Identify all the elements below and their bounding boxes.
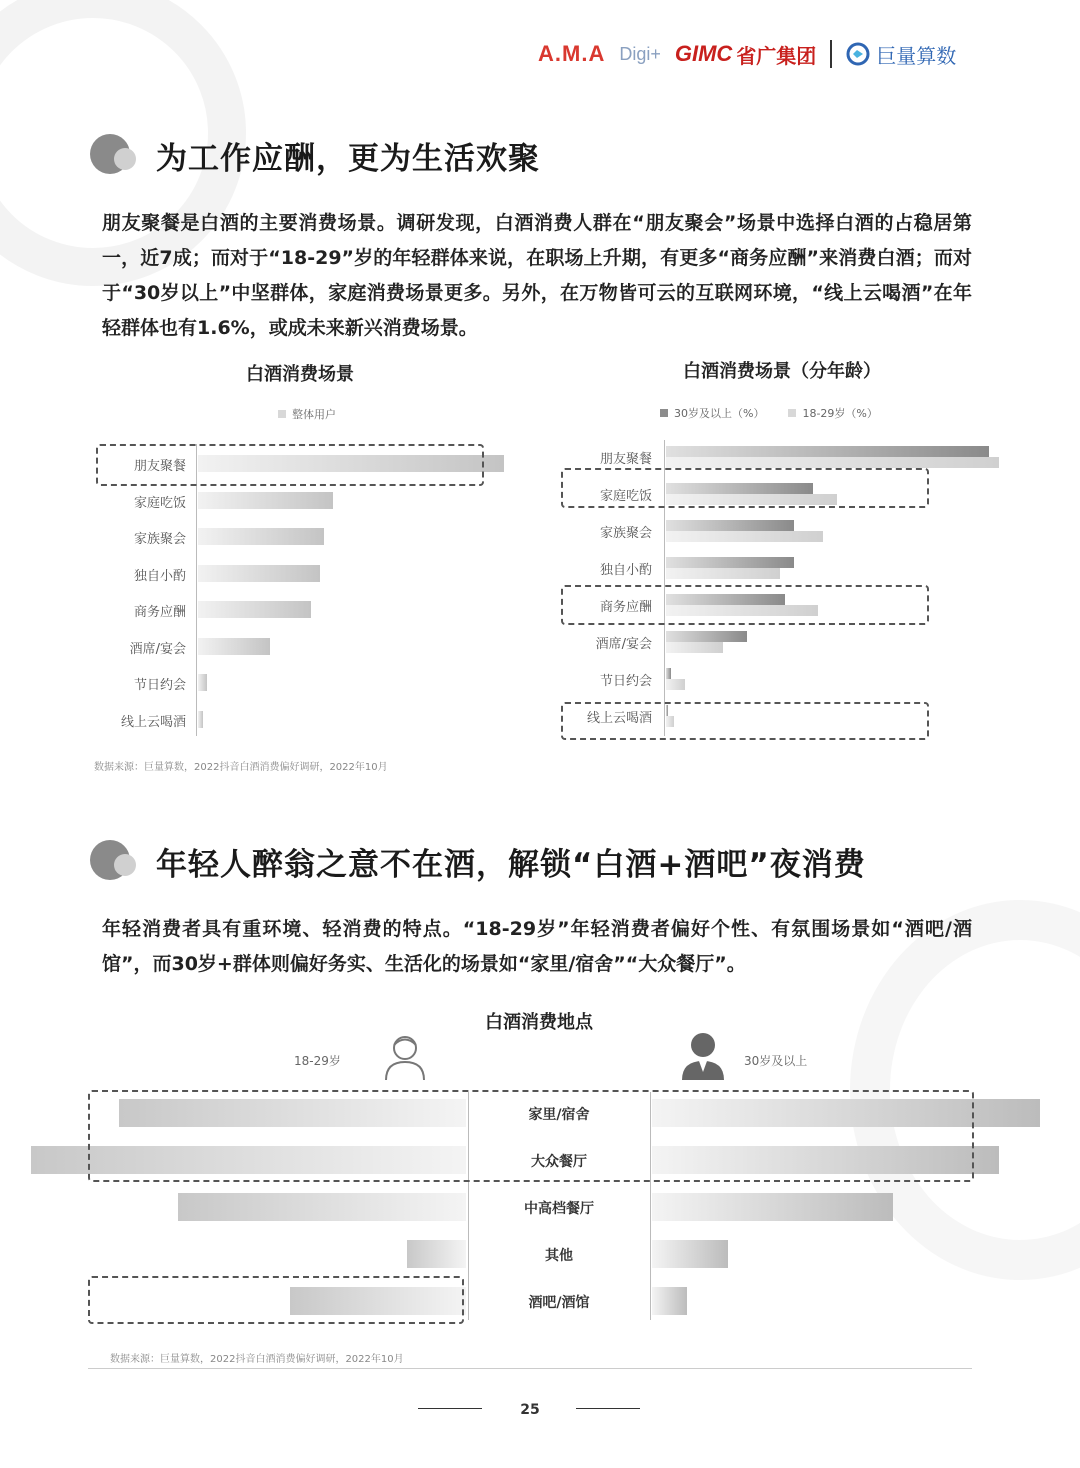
adult-person-icon bbox=[680, 1030, 726, 1086]
bar-series-a bbox=[666, 446, 989, 457]
bar-left bbox=[178, 1193, 466, 1221]
gimc-logo bbox=[675, 40, 816, 69]
category-label: 家庭吃饭 bbox=[599, 489, 652, 504]
category-label: 酒吧/酒馆 bbox=[528, 1295, 590, 1311]
bar bbox=[198, 674, 207, 691]
chart-1-axis bbox=[196, 444, 197, 736]
gimc-logo-cn: 省广集团 bbox=[736, 43, 817, 68]
bar-series-a bbox=[666, 631, 747, 642]
bar bbox=[198, 638, 270, 655]
highlight-box bbox=[561, 468, 929, 508]
category-label: 酒席/宴会 bbox=[595, 637, 652, 652]
chart-3-right-label: 30岁及以上 bbox=[744, 1054, 808, 1068]
section-2-paragraph: 年轻消费者具有重环境、轻消费的特点。“18-29岁”年轻消费者偏好个性、有氛围场景如“酒吧/酒馆”，而30岁+群体则偏好务实、生活化的场景如“家里/宿舍”“大众餐厅”。 bbox=[102, 918, 972, 975]
bullet-dot-icon bbox=[90, 132, 148, 178]
category-label: 家庭吃饭 bbox=[133, 495, 186, 511]
footer-divider bbox=[88, 1368, 972, 1369]
chart-1-title: 白酒消费场景 bbox=[246, 364, 354, 385]
category-label: 朋友聚餐 bbox=[599, 452, 652, 467]
category-label: 酒席/宴会 bbox=[129, 641, 186, 657]
bar bbox=[198, 711, 203, 728]
bar-series-b bbox=[666, 642, 723, 653]
category-label: 其他 bbox=[545, 1248, 573, 1264]
chart-2-title: 白酒消费场景（分年龄） bbox=[683, 361, 881, 382]
chart-1-source: 数据来源：巨量算数，2022抖音白酒消费偏好调研，2022年10月 bbox=[94, 762, 388, 773]
ama-logo: A.M.A bbox=[538, 41, 606, 66]
chart-3-source: 数据来源：巨量算数，2022抖音白酒消费偏好调研，2022年10月 bbox=[110, 1354, 404, 1365]
chart-1-legend-label: 整体用户 bbox=[292, 408, 336, 421]
bullet-dot-icon bbox=[90, 838, 148, 884]
bar bbox=[198, 528, 324, 545]
highlight-box bbox=[561, 702, 929, 740]
page-number: 25 bbox=[520, 1402, 540, 1418]
page-number-rule bbox=[418, 1408, 482, 1409]
category-label: 线上云喝酒 bbox=[586, 711, 652, 726]
category-label: 商务应酬 bbox=[133, 605, 186, 620]
highlight-box bbox=[88, 1090, 974, 1182]
section-1-title: 为工作应酬，更为生活欢聚 bbox=[156, 140, 540, 177]
bar bbox=[198, 492, 333, 509]
bar-series-b bbox=[666, 568, 780, 579]
bar-series-b bbox=[666, 457, 999, 468]
category-label: 大众餐厅 bbox=[531, 1154, 587, 1170]
bar-right bbox=[652, 1240, 728, 1268]
section-1-heading bbox=[90, 132, 540, 178]
legend-swatch bbox=[788, 409, 796, 417]
category-label: 线上云喝酒 bbox=[120, 714, 186, 730]
category-label: 朋友聚餐 bbox=[133, 459, 186, 474]
chart-1-legend bbox=[278, 406, 336, 422]
bar-series-b bbox=[666, 679, 685, 690]
category-label: 中高档餐厅 bbox=[524, 1201, 594, 1217]
header-logos bbox=[538, 36, 956, 72]
category-label: 独自小酌 bbox=[599, 563, 652, 578]
category-label: 独自小酌 bbox=[133, 568, 186, 584]
bar bbox=[198, 565, 320, 582]
gimc-logo-text: GIMC bbox=[674, 41, 733, 66]
chart-3-title: 白酒消费地点 bbox=[485, 1012, 593, 1033]
juliang-logo bbox=[846, 40, 956, 69]
bar-right bbox=[652, 1287, 687, 1315]
highlight-box bbox=[96, 444, 484, 486]
bar-series-a bbox=[666, 557, 794, 568]
category-label: 商务应酬 bbox=[599, 600, 652, 615]
category-label: 节日约会 bbox=[599, 674, 652, 689]
bar-series-b bbox=[666, 531, 823, 542]
highlight-box bbox=[561, 585, 929, 625]
category-label: 家族聚会 bbox=[599, 526, 652, 541]
legend-swatch bbox=[660, 409, 668, 417]
chart-2-legend-a: 30岁及以上（%） bbox=[674, 407, 765, 420]
section-2-title: 年轻人醉翁之意不在酒，解锁“白酒+酒吧”夜消费 bbox=[156, 846, 866, 883]
bar-series-a bbox=[666, 520, 794, 531]
chart-2-legend-b: 18-29岁（%） bbox=[802, 407, 878, 420]
juliang-logo-icon bbox=[846, 42, 870, 66]
section-2-heading bbox=[90, 838, 866, 884]
juliang-logo-text: 巨量算数 bbox=[876, 43, 957, 68]
category-label: 节日约会 bbox=[133, 678, 186, 693]
young-person-icon bbox=[382, 1032, 428, 1086]
logo-divider bbox=[830, 40, 832, 68]
bar bbox=[198, 601, 311, 618]
digi-logo: Digi+ bbox=[619, 43, 661, 64]
chart-3-left-label: 18-29岁 bbox=[294, 1054, 341, 1068]
category-label: 家族聚会 bbox=[133, 532, 186, 547]
bar-series-a bbox=[666, 668, 671, 679]
section-1-paragraph: 朋友聚餐是白酒的主要消费场景。调研发现，白酒消费人群在“朋友聚会”场景中选择白酒的占稳居第一，近7成；而对于“18-29”岁的年轻群体来说，在职场上升期，有更多“商务应酬”来消费白酒；而对于“30岁以上”中坚群体，家庭消费场景更多。另外，在万物皆可云的互联网环境，“线上云喝酒”在年轻群体也有1.6%，或成未来新兴消费场景。 bbox=[102, 212, 972, 339]
highlight-box bbox=[88, 1276, 464, 1324]
legend-swatch bbox=[278, 410, 286, 418]
page-number-rule bbox=[576, 1408, 640, 1409]
bar-left bbox=[407, 1240, 466, 1268]
category-label: 家里/宿舍 bbox=[528, 1107, 590, 1123]
chart-2-legend bbox=[660, 405, 878, 421]
bar-right bbox=[652, 1193, 893, 1221]
